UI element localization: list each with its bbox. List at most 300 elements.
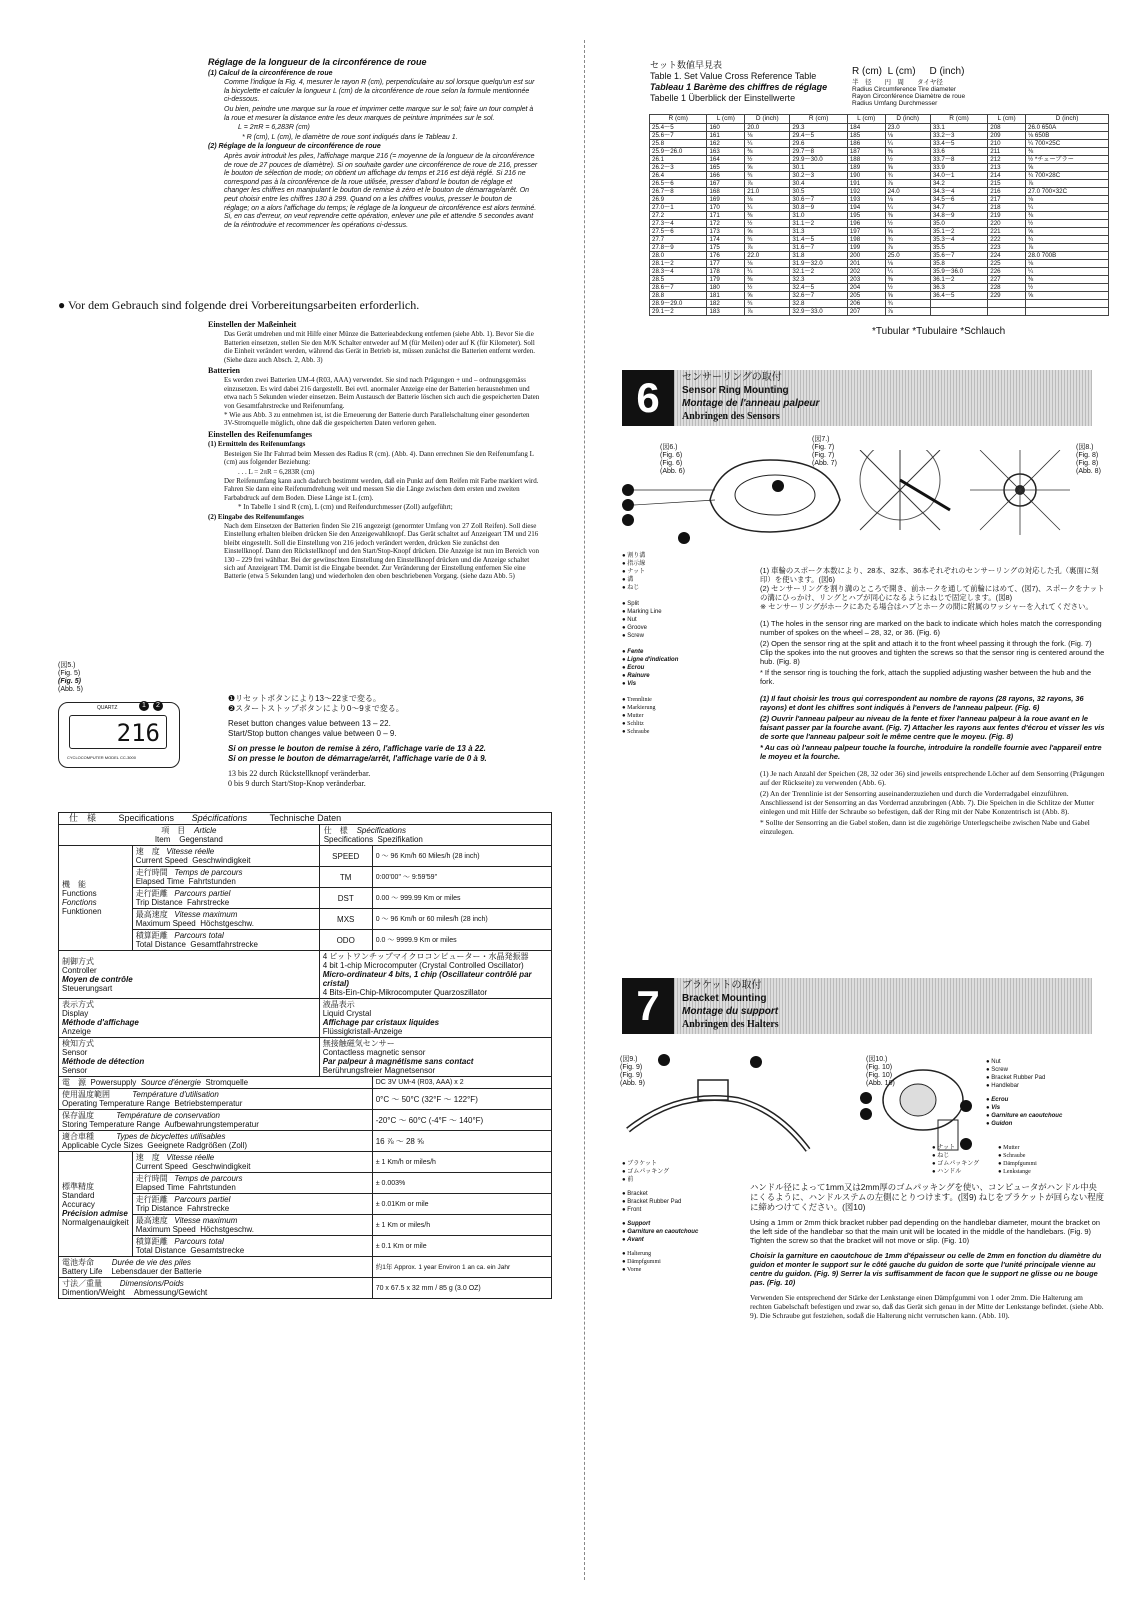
display-value-jp: 液晶表示 — [322, 1000, 355, 1009]
accuracy-item-en: Total Distance — [135, 1246, 186, 1255]
part9-jp-pad: ● ゴムパッキング — [622, 1169, 670, 1175]
ref-cell: 183 — [707, 308, 745, 316]
ref-row — [650, 124, 1109, 132]
part10-en-pad: ● Bracket Rubber Pad — [986, 1075, 1046, 1081]
reset-note-en1: Reset button changes value between 13 – 22. — [228, 719, 391, 728]
ref-cell: ⅜ — [885, 212, 930, 220]
power-en: Powersupply — [90, 1078, 137, 1087]
function-code: DST — [319, 888, 372, 909]
section-6-title-jp: センサーリングの取付 — [682, 372, 782, 383]
section-6-fr-text3: * Au cas où l'anneau palpeur touche la fourche, introduire la rondelle fournie avec l'appareil entre le moyeu et la fourche. — [760, 743, 1102, 761]
ref-cell: ⅝ — [885, 228, 930, 236]
article-jp: 項 目 — [161, 826, 186, 835]
function-jp: 走行時間 — [135, 868, 168, 877]
accuracy-value: ± 0.01Km or mile — [372, 1194, 551, 1215]
sensor-value-de: Berührungsfreier Magnetsensor — [322, 1066, 436, 1075]
de-subheading-tire2: (2) Eingabe des Reifenumfanges — [208, 512, 304, 521]
ref-cell: ⅞ — [1026, 180, 1109, 188]
reset-note-jp2: ❷スタートストップボタンにより0〜9まで変る。 — [228, 704, 404, 713]
ref-row — [650, 236, 1109, 244]
ref-cell: 32.4〜5 — [790, 284, 847, 292]
spec-row-accuracy — [59, 1215, 552, 1236]
section-6-en-text3: * If the sensor ring is touching the fork, attach the supplied adjusting washer between the hub and the fork. — [760, 668, 1092, 686]
ref-cell: 177 — [707, 260, 745, 268]
ref-cell: 31.3 — [790, 228, 847, 236]
ref-cell: 34.8〜9 — [930, 212, 987, 220]
ref-cell: ½ — [1026, 220, 1109, 228]
ref-cell: ⅜ — [1026, 212, 1109, 220]
ref-row — [650, 308, 1109, 316]
accuracy-item-jp: 積算距離 — [135, 1237, 168, 1246]
function-de: Gesamtfahrstrecke — [190, 940, 258, 949]
ref-header-cell: D (inch) — [745, 115, 790, 124]
reset-note-en2: Start/Stop button changes value between 0 – 9. — [228, 729, 397, 738]
ref-cell: 35.6〜7 — [930, 252, 987, 260]
accuracy-item — [132, 1194, 372, 1215]
cycles-label — [59, 1131, 373, 1152]
controller-de: Steuerungsart — [62, 983, 113, 993]
ref-row — [650, 292, 1109, 300]
ref-row — [650, 252, 1109, 260]
ref-row — [650, 164, 1109, 172]
ref-cell: 160 — [707, 124, 745, 132]
ref-cell: 25.4〜5 — [650, 124, 707, 132]
section-7-jp-text: ハンドル径によって1mm又は2mm厚のゴムパッキングを使い、コンピュータがハンドル中央にくるように、ハンドルステムの左側にとりつけます。(図9) ねじをブラケットが回らない程度に締めつけてください。(図10) — [750, 1182, 1105, 1212]
ref-cell: 207 — [847, 308, 885, 316]
ref-cell: ⅞ — [885, 308, 930, 316]
ref-row — [650, 180, 1109, 188]
ref-cell: ½ *チューブラー — [1026, 156, 1109, 164]
ref-header-cell: L (cm) — [988, 115, 1026, 124]
part9-fr-front: ● Avant — [622, 1237, 644, 1243]
st-temp-jp: 保存温度 — [62, 1111, 94, 1120]
de-prep-section — [208, 318, 540, 582]
ref-cell: 26.0 650A — [1026, 124, 1109, 132]
ref-cell: 28.0 700B — [1026, 252, 1109, 260]
ref-cell: 36.1〜2 — [930, 276, 987, 284]
ref-cell: 33.2〜3 — [930, 132, 987, 140]
ref-cell: ¼ — [1026, 204, 1109, 212]
sensor-value-jp: 無接触磁気センサー — [322, 1039, 395, 1048]
ref-header-cell: R (cm) — [790, 115, 847, 124]
part9-de-front: ● Vorne — [622, 1267, 642, 1273]
part9-en-front: ● Front — [622, 1207, 642, 1213]
article-de: Gegenstand — [179, 835, 223, 844]
ref-cell: ⅝ — [1026, 164, 1109, 172]
ref-cell: ⅛ 650B — [1026, 132, 1109, 140]
display-en: Display — [62, 1009, 89, 1018]
part-en-marking: ● Marking Line — [622, 609, 662, 615]
sensor-value-en: Contactless magnetic sensor — [322, 1048, 426, 1057]
ref-cell: ⅞ — [745, 180, 790, 188]
st-temp-fr: Température de conservation — [116, 1111, 220, 1120]
function-jp: 積算距離 — [135, 931, 168, 940]
ref-header-cell: R (cm) — [650, 115, 707, 124]
ref-cell: 27.7 — [650, 236, 707, 244]
ref-cell: 35.9〜36.0 — [930, 268, 987, 276]
function-de: Geschwindigkeit — [192, 856, 251, 865]
ref-cell: 178 — [707, 268, 745, 276]
part-en-screw: ● Screw — [622, 633, 644, 639]
ref-cell: 30.8〜9 — [790, 204, 847, 212]
ref-cell: 29.6 — [790, 140, 847, 148]
ref-table-body — [650, 124, 1109, 316]
ref-cell: 32.6〜7 — [790, 292, 847, 300]
accuracy-item-de: Höchstgeschw. — [200, 1225, 254, 1234]
accuracy-item — [132, 1236, 372, 1257]
ref-cell: 201 — [847, 260, 885, 268]
part9-fr-bracket: ● Support — [622, 1221, 651, 1227]
display-value-de: Flüssigkristall-Anzeige — [322, 1027, 403, 1036]
ref-cell: 31.4〜5 — [790, 236, 847, 244]
function-en: Maximum Speed — [135, 919, 196, 928]
ref-cell: 28.8 — [650, 292, 707, 300]
ref-cell: 190 — [847, 172, 885, 180]
ref-row — [650, 228, 1109, 236]
section-6-number: 6 — [622, 370, 674, 426]
accuracy-item-jp: 走行距離 — [135, 1195, 168, 1204]
ref-cell: 20.0 — [745, 124, 790, 132]
accuracy-de: Normalgenauigkeit — [62, 1217, 129, 1227]
ref-cell: 29.9〜30.0 — [790, 156, 847, 164]
ref-cell: 27.8〜9 — [650, 244, 707, 252]
fr-wheel-section — [208, 58, 538, 231]
spec-row-controller — [59, 951, 552, 999]
ref-cell: 185 — [847, 132, 885, 140]
section-6-de-text2: (2) An der Trennlinie ist der Sensorring auseinanderzuziehen und durch die Vorderradgabel einzuführen. Anschliessend ist der Sensorring an das Vorderrad anzubringen (Abb. 7). Die Speichen in die Schlitze der Mutter einlegen und mit Hilfe der Schraube so befestigen, daß der Ring mit der Nabe Konzentrisch ist (Abb. 8). — [760, 789, 1095, 816]
ref-cell: 179 — [707, 276, 745, 284]
spec-header-row — [59, 813, 552, 825]
part10-de-handlebar: ● Lenkstange — [998, 1169, 1031, 1175]
ref-cell: ⅝ — [745, 228, 790, 236]
section-7-en-text: Using a 1mm or 2mm thick bracket rubber pad depending on the handlebar diameter, mount the bracket on the left side of the handlebar so that the main unit will be located in the middle of the handlebars. (Fig. 9) Tighten the screw so that the bracket will not move or slip. (Fig. 10) — [750, 1218, 1101, 1245]
marker-2-icon: 2 — [153, 701, 163, 711]
spec-row-cycles — [59, 1131, 552, 1152]
ref-cell: ⅝ — [885, 292, 930, 300]
section-6-title-en: Sensor Ring Mounting — [682, 385, 789, 396]
sensor-value — [319, 1038, 551, 1077]
ref-cell: 172 — [707, 220, 745, 228]
ref-cell: 33.4〜5 — [930, 140, 987, 148]
sensor-ring-illustrations — [620, 450, 1100, 550]
section-6-en-text1: (1) The holes in the sensor ring are marked on the back to indicate which holes match the corresponding number of spokes on the wheel – 28, 32, or 36. (Fig. 6) — [760, 619, 1102, 637]
ref-cell: 32.9〜33.0 — [790, 308, 847, 316]
ref-cell — [1026, 308, 1109, 316]
ref-cell: 228 — [988, 284, 1026, 292]
function-name — [132, 867, 319, 888]
spec-row-accuracy — [59, 1152, 552, 1173]
ref-cell: 176 — [707, 252, 745, 260]
ref-cell: 162 — [707, 140, 745, 148]
function-value: 0:00'00" 〜 9:59'59" — [372, 867, 551, 888]
power-value: DC 3V UM-4 (R03, AAA) x 2 — [372, 1077, 551, 1089]
bracket-parts-list — [986, 1058, 1062, 1128]
ref-cell: 33.7〜8 — [930, 156, 987, 164]
ref-row — [650, 244, 1109, 252]
spec-header-de: Technische Daten — [269, 813, 342, 823]
ref-row — [650, 204, 1109, 212]
ref-cell: 31.0 — [790, 212, 847, 220]
sensor-parts-list — [622, 552, 678, 736]
legend-d: D (inch) — [929, 66, 965, 77]
part10-fr-pad: ● Garniture en caoutchouc — [986, 1113, 1063, 1119]
function-name — [132, 846, 319, 867]
ref-cell: 30.4 — [790, 180, 847, 188]
ref-cell: 186 — [847, 140, 885, 148]
ref-cell: 35.8 — [930, 260, 987, 268]
part10-en-nut: ● Nut — [986, 1059, 1001, 1065]
ref-header-row — [650, 115, 1109, 124]
accuracy-item-en: Current Speed — [135, 1162, 188, 1171]
ref-header-cell: L (cm) — [847, 115, 885, 124]
accuracy-item-de: Geschwindigkeit — [192, 1162, 251, 1171]
spec-header-fr: Spécifications — [191, 813, 248, 823]
ref-header-cell: L (cm) — [707, 115, 745, 124]
ref-cell: ¼ 700×25C — [1026, 140, 1109, 148]
function-value: 0.0 〜 9999.9 Km or miles — [372, 930, 551, 951]
power-de: Stromquelle — [205, 1078, 249, 1087]
function-jp: 最高速度 — [135, 910, 168, 919]
ref-cell: ¾ — [885, 236, 930, 244]
ref-cell: 197 — [847, 228, 885, 236]
section-7-title-de: Anbringen des Halters — [682, 1019, 779, 1030]
ref-cell: ¾ — [745, 236, 790, 244]
ref-cell: 171 — [707, 212, 745, 220]
function-name — [132, 888, 319, 909]
ref-cell: 193 — [847, 196, 885, 204]
ref-cell: 204 — [847, 284, 885, 292]
de-formula: . . . L = 2πR = 6,283R (cm) — [238, 467, 315, 476]
ref-cell: 166 — [707, 172, 745, 180]
controller-en: Controller — [62, 965, 97, 975]
ref-cell — [988, 300, 1026, 308]
ref-cell: 27.5〜6 — [650, 228, 707, 236]
cycles-fr: Types de bicyclettes utilisables — [116, 1132, 226, 1141]
ref-row — [650, 284, 1109, 292]
fr-sub2-heading: (2) Réglage de la longueur de circonférence de roue — [208, 143, 381, 151]
part10-de-nut: ● Mutter — [998, 1145, 1020, 1151]
ref-cell: 33.6 — [930, 148, 987, 156]
accuracy-item — [132, 1152, 372, 1173]
ref-cell: 213 — [988, 164, 1026, 172]
article-fr: Article — [194, 826, 217, 835]
battery-en: Battery Life — [62, 1267, 103, 1276]
dims-fr: Dimensions/Poids — [119, 1279, 184, 1288]
de-text-tire1: Besteigen Sie Ihr Fahrrad beim Messen des Radius R (cm). (Abb. 4). Dann errechnen Sie den Reifenumfang L (cm) aus folgender Beziehung: — [224, 449, 534, 467]
section-6-title-de: Anbringen des Sensors — [682, 411, 780, 422]
ref-cell: 26.7〜8 — [650, 188, 707, 196]
section-6-instructions — [760, 566, 1105, 838]
ref-cell: 32.8 — [790, 300, 847, 308]
ref-cell: 24.0 — [885, 188, 930, 196]
part-jp-split: ● 割り溝 — [622, 553, 646, 559]
functions-de: Funktionen — [62, 907, 102, 916]
de-heading-tire: Einstellen des Reifenumfanges — [208, 429, 312, 439]
sensor-en: Sensor — [62, 1048, 88, 1057]
function-de: Fahrtstunden — [188, 877, 236, 886]
ref-cell: 31.9〜32.0 — [790, 260, 847, 268]
spec-spec-cell — [319, 825, 551, 846]
part10-jp-handlebar: ● ハンドル — [932, 1169, 962, 1175]
ref-cell: 26.4 — [650, 172, 707, 180]
ref-cell: ⅛ — [745, 132, 790, 140]
accuracy-item-en: Elapsed Time — [135, 1183, 185, 1192]
accuracy-item-en: Trip Distance — [135, 1204, 183, 1213]
ref-row — [650, 140, 1109, 148]
ref-cell: 223 — [988, 244, 1026, 252]
reset-note-fr1: Si on presse le bouton de remise à zéro, l'affichage varie de 13 à 22. — [228, 744, 486, 753]
function-fr: Parcours total — [174, 931, 224, 940]
function-code: ODO — [319, 930, 372, 951]
spec-de: Spezifikation — [377, 835, 423, 844]
ref-cell: 27.0〜1 — [650, 204, 707, 212]
part10-fr-screw: ● Vis — [986, 1105, 1001, 1111]
battery-label — [59, 1257, 373, 1278]
ref-cell: 196 — [847, 220, 885, 228]
part-fr-groove: ● Rainure — [622, 673, 650, 679]
ref-cell: ½ — [745, 156, 790, 164]
function-fr: Vitesse maximum — [174, 910, 238, 919]
ref-row — [650, 212, 1109, 220]
ref-cell: 168 — [707, 188, 745, 196]
ref-cell: ⅞ — [745, 308, 790, 316]
op-temp-en: Operating Temperature Range — [62, 1099, 170, 1108]
ref-cell: ½ — [745, 220, 790, 228]
display-jp: 表示方式 — [62, 1000, 94, 1009]
bracket-detail-drawing — [860, 1070, 972, 1150]
part-fr-screw: ● Vis — [622, 681, 637, 687]
ref-cell: 31.1〜2 — [790, 220, 847, 228]
accuracy-label-cell — [59, 1152, 133, 1257]
ref-cell: 33.9 — [930, 164, 987, 172]
spec-row-battery — [59, 1257, 552, 1278]
spec-row-function — [59, 846, 552, 867]
ref-cell: ⅞ — [885, 180, 930, 188]
ref-cell: ⅛ — [885, 196, 930, 204]
fr-sub2-text: Après avoir introduit les piles, l'affichage marque 216 (= moyenne de la longueur de la circonférence de roue de 27 pouces de diamètre). Si on souhaite garder une circonférence de roue de 216, presser le bouton de sélection de mode; on obtient un affichage du temps et 216 est déjà réglé. Si 216 ne correspond pas à la circonférence de la roue utilisée, presser d'abord le bouton de réglage et changer les chiffres en manipulant le bouton de remise à zéro et le bouton de démarrage/arrêt. On peut choisir entre les chiffres 130 à 299. Quand on a les chiffres voulus, presser le bouton de réglage; on a alors l'affichage du temps; le réglage de la longueur de circonférence est alors terminé. Si, en cas d'erreur, on veut reprendre cette opération, enlever une pile et attendre 5 secondes avant de la réintroduire et recommencer les opérations ci-dessus. — [224, 152, 538, 229]
spec-row-function — [59, 867, 552, 888]
controller-label — [59, 951, 320, 999]
ref-cell: 27.0 700×32C — [1026, 188, 1109, 196]
sensor-ring-drawing — [622, 460, 840, 544]
ref-cell: ½ — [885, 220, 930, 228]
accuracy-item-de: Gesamtstrecke — [190, 1246, 245, 1255]
section-7-de-text: Verwenden Sie entsprechend der Stärke der Lenkstange einen Dämpfgummi von 1 oder 2mm. Die Halterung am rechten Gabelschaft befestigen und zwar so, daß das Gerät sich genau in der Mitte der Lenkstange befindet. (siehe Abb. 9). Die Schraube gut festziehen, sodaß die Halterung nicht verrutschen kann. (Abb. 10). — [750, 1293, 1104, 1320]
ref-cell: ⅛ — [745, 260, 790, 268]
ref-cell: 31.8 — [790, 252, 847, 260]
ref-cell: ⅛ — [1026, 196, 1109, 204]
function-value: 0 〜 96 Km/h or 60 miles/h (28 inch) — [372, 909, 551, 930]
accuracy-item-de: Fahrtstunden — [188, 1183, 236, 1192]
ref-cell: 31.6〜7 — [790, 244, 847, 252]
function-fr: Temps de parcours — [174, 868, 243, 877]
ref-title-fr: Tableau 1 Barème des chiffres de réglage — [650, 82, 828, 92]
ref-cell: 170 — [707, 204, 745, 212]
ref-cell: 214 — [988, 172, 1026, 180]
reset-note-fr2: Si on presse le bouton de démarrage/arrêt, l'affichage varie de 0 à 9. — [228, 754, 487, 763]
accuracy-item — [132, 1215, 372, 1236]
ref-cell: 36.3 — [930, 284, 987, 292]
ref-title-jp: セット数値早見表 — [650, 60, 723, 70]
ref-cell: 195 — [847, 212, 885, 220]
cyclocomputer-illustration — [58, 702, 180, 768]
accuracy-item-fr: Vitesse réelle — [166, 1153, 215, 1162]
ref-cell: 34.5〜6 — [930, 196, 987, 204]
fr-note: * R (cm), L (cm), le diamètre de roue sont indiqués dans le Tableau 1. — [242, 133, 458, 141]
de-text-battery: Es werden zwei Batterien UM-4 (R03, AAA) verwendet. Sie sind nach Prägungen + und – ordnungsgemäss einzusetzen. Es wird dabei 216 dargestellt. Bei evtl. anormaler Anzeige eine der Batterien herausnehmen und etwa nach 5 Sekunden wieder einsetzen. Beim Austausch der Batterie löschen sich auch die gespeicherten Daten von Gesamtfahrstrecke und Reifenumfang. — [224, 376, 540, 410]
part10-de-screw: ● Schraube — [998, 1153, 1026, 1159]
ref-cell: ⅝ — [885, 164, 930, 172]
ref-cell: 216 — [988, 188, 1026, 196]
ref-cell: 192 — [847, 188, 885, 196]
ref-header-cell: D (inch) — [885, 115, 930, 124]
ref-cell: ¾ 700×28C — [1026, 172, 1109, 180]
ref-cell: 203 — [847, 276, 885, 284]
ref-cell: 217 — [988, 196, 1026, 204]
de-heading-unit: Einstellen der Maßeinheit — [208, 320, 297, 329]
ref-cell: 218 — [988, 204, 1026, 212]
accuracy-item-jp: 最高速度 — [135, 1216, 168, 1225]
lcd-display: 216 — [69, 715, 167, 749]
ref-cell: 208 — [988, 124, 1026, 132]
ref-cell: ¾ — [1026, 236, 1109, 244]
ref-cell: ⅛ — [745, 196, 790, 204]
display-fr: Méthode d'affichage — [62, 1018, 139, 1027]
ref-cell: ⅝ — [745, 292, 790, 300]
fr-sub1-text: Comme l'indique la Fig. 4, mesurer le rayon R (cm), perpendiculaire au sol lorsque quelqu'un est sur la bicyclette et calculer la longueur L (cm) de la circonférence de roue selon la formule mentionnée ci-dessous. — [224, 79, 535, 104]
bracket-parts-jp — [932, 1144, 979, 1176]
function-fr: Vitesse réelle — [166, 847, 215, 856]
accuracy-item-fr: Parcours partiel — [174, 1195, 231, 1204]
ref-cell: 27.2 — [650, 212, 707, 220]
controller-fr: Moyen de contrôle — [62, 974, 133, 984]
function-value: 0 〜 96 Km/h 60 Miles/h (28 inch) — [372, 846, 551, 867]
dims-label — [59, 1278, 373, 1299]
accuracy-item-de: Fahrstrecke — [186, 1204, 230, 1213]
part10-jp-screw: ● ねじ — [932, 1153, 950, 1159]
ref-row — [650, 268, 1109, 276]
spec-row-st-temp — [59, 1110, 552, 1131]
ref-row — [650, 220, 1109, 228]
section-7-banner — [622, 978, 1092, 1034]
ref-cell: 35.1〜2 — [930, 228, 987, 236]
ref-cell: 206 — [847, 300, 885, 308]
part10-jp-pad: ● ゴムパッキング — [932, 1161, 980, 1167]
ref-cell — [930, 300, 987, 308]
ref-cell: 30.2〜3 — [790, 172, 847, 180]
specifications-table — [58, 812, 552, 1299]
part-jp-nut: ● ナット — [622, 569, 646, 575]
function-fr: Parcours partiel — [174, 889, 231, 898]
section-6-de-text1: (1) Je nach Anzahl der Speichen (28, 32 oder 36) sind jeweils entsprechende Löcher auf dem Sensorring (Prägungen auf der Rückseite) zu verwenden (Abb. 6). — [760, 769, 1105, 787]
cycles-de: Geeignete Radgrößen (Zoll) — [147, 1141, 247, 1150]
page-fold-line — [584, 40, 585, 1580]
ref-row — [650, 172, 1109, 180]
ref-cell: ⅜ — [745, 212, 790, 220]
ref-cell: 211 — [988, 148, 1026, 156]
part10-fr-nut: ● Ecrou — [986, 1097, 1009, 1103]
sensor-value-fr: Par palpeur à magnétisme sans contact — [322, 1057, 474, 1066]
controller-value-fr: Micro-ordinateur 4 bits, 1 chip (Oscillateur contrôlé par cristal) — [322, 970, 532, 988]
ref-row — [650, 188, 1109, 196]
part10-en-handlebar: ● Handlebar — [986, 1083, 1019, 1089]
ref-cell: 181 — [707, 292, 745, 300]
sensor-label — [59, 1038, 320, 1077]
bracket-parts-de — [998, 1144, 1037, 1176]
part-de-nut: ● Mutter — [622, 713, 644, 719]
fr-formula: L = 2πR = 6,283R (cm) — [238, 124, 310, 132]
ref-cell: 227 — [988, 276, 1026, 284]
